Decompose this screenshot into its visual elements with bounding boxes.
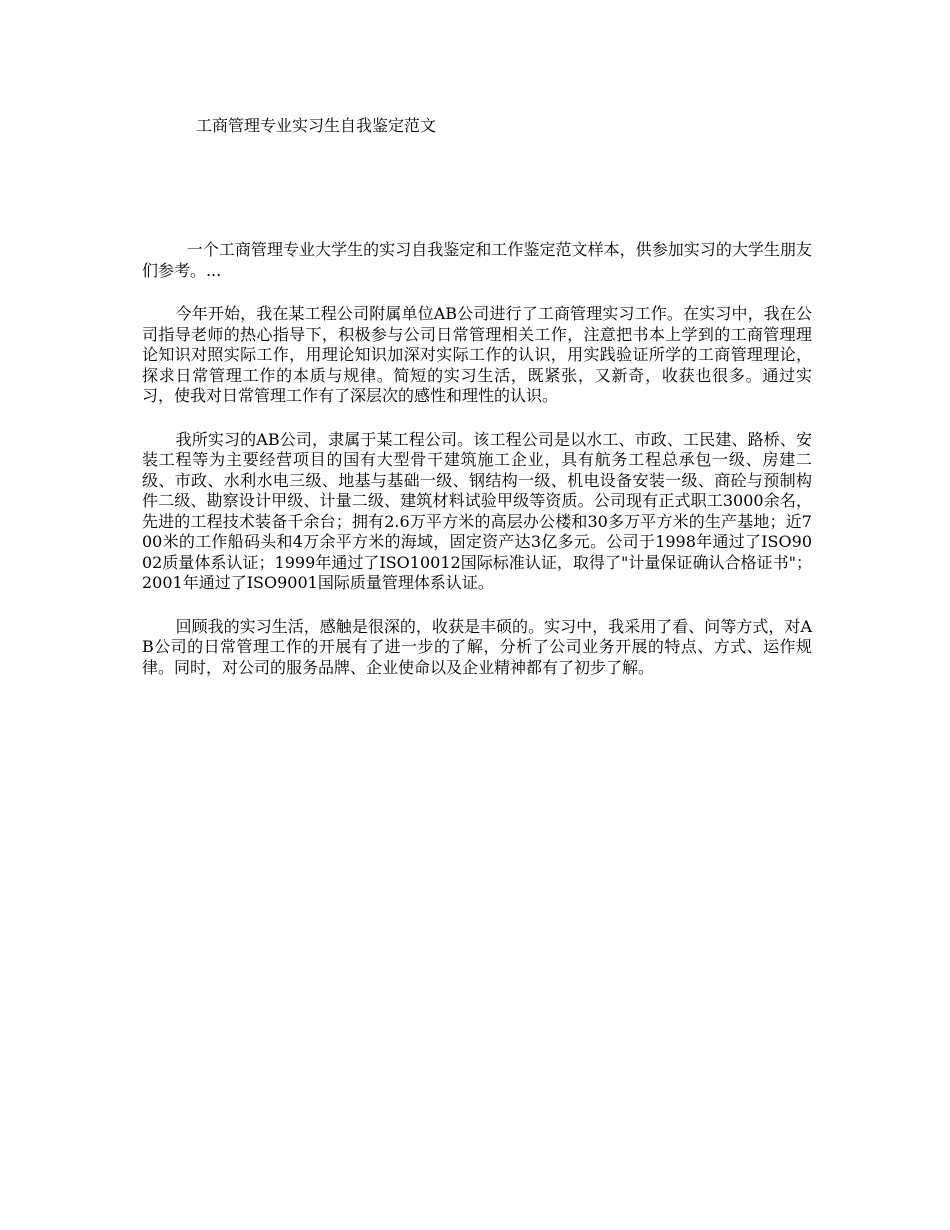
paragraph-company-profile: 我所实习的AB公司，隶属于某工程公司。该工程公司是以水工、市政、工民建、路桥、安装工程等为主要经营项目的国有大型骨干建筑施工企业，具有航务工程总承包一级、房建二级、市政、水利水电三级、地基与基础一级、钢结构一级、机电设备安装一级、商砼与预制构件二级、勘察设计甲级、计量二级、建筑材料试验甲级等资质。公司现有正式职工3000余名，先进的工程技术装备千余台；拥有2.6万平方米的高层办公楼和30多万平方米的生产基地；近700米的工作船码头和4万余平方米的海域，固定资产达3亿多元。公司于1998年通过了ISO9002质量体系认证；1999年通过了ISO10012国际标准认证，取得了"计量保证确认合格证书"；2001年通过了ISO9001国际质量管理体系认证。 [142, 429, 812, 592]
paragraph-review: 回顾我的实习生活，感触是很深的，收获是丰硕的。实习中，我采用了看、问等方式，对AB公司的日常管理工作的开展有了进一步的了解，分析了公司业务开展的特点、方式、运作规律。同时，对公司的服务品牌、企业使命以及企业精神都有了初步了解。 [142, 616, 812, 677]
paragraph-intro: 一个工商管理专业大学生的实习自我鉴定和工作鉴定范文样本，供参加实习的大学生朋友们参考。... [142, 240, 812, 280]
paragraph-internship-overview: 今年开始，我在某工程公司附属单位AB公司进行了工商管理实习工作。在实习中，我在公司指导老师的热心指导下，积极参与公司日常管理相关工作，注意把书本上学到的工商管理理论知识对照实际工作，用理论知识加深对实际工作的认识，用实践验证所学的工商管理理论，探求日常管理工作的本质与规律。简短的实习生活，既紧张，又新奇，收获也很多。通过实习，使我对日常管理工作有了深层次的感性和理性的认识。 [142, 304, 812, 405]
document-body [142, 240, 812, 701]
document-title: 工商管理专业实习生自我鉴定范文 [196, 116, 437, 135]
